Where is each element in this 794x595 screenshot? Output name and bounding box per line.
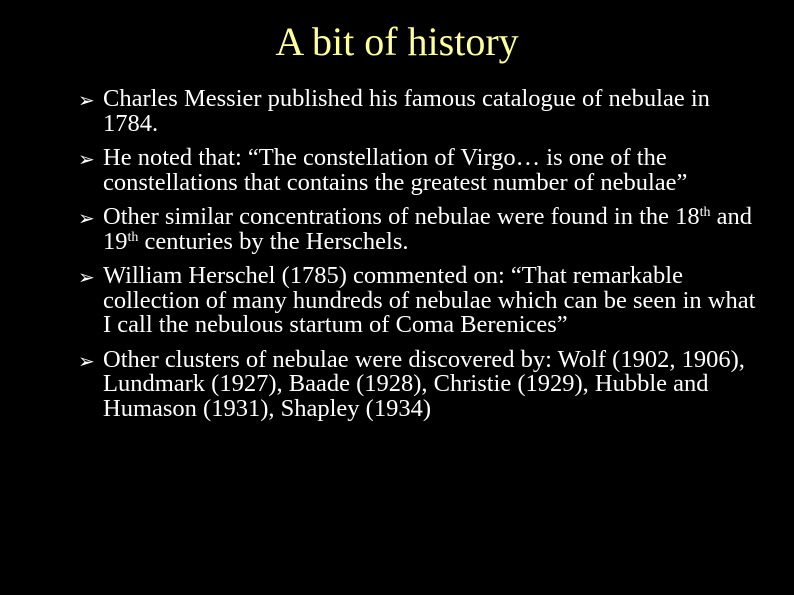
bullet-text-part: centuries by the Herschels. <box>138 227 409 255</box>
bullet-text: Other clusters of nebulae were discovered by: Wolf (1902, 1906), Lundmark (1927), Baade (1928), Christie (1929), Hubble and Humason (1931), Shapley (1934) <box>103 345 745 422</box>
ordinal-suffix: th <box>127 229 139 245</box>
bullet-text: William Herschel (1785) commented on: “That remarkable collection of many hundreds of nebulae which can be seen in what I call the nebulous startum of Coma Berenices” <box>103 262 756 338</box>
bullet-item-other-clusters <box>78 345 768 422</box>
arrow-bullet-icon: ➢ <box>78 88 95 112</box>
slide-title: A bit of history <box>275 19 519 64</box>
bullet-item-herschels <box>78 205 768 254</box>
arrow-bullet-icon: ➢ <box>78 265 95 289</box>
arrow-bullet-icon: ➢ <box>78 348 95 373</box>
bullet-text: Charles Messier published his famous catalogue of nebulae in 1784. <box>103 85 710 137</box>
bullet-list <box>78 87 768 431</box>
bullet-item-virgo-quote <box>78 146 768 195</box>
bullet-text-part: Other similar concentrations of nebulae were found in the 18 <box>103 203 700 230</box>
ordinal-suffix: th <box>699 205 711 220</box>
bullet-item-messier-catalogue <box>78 87 768 136</box>
arrow-bullet-icon: ➢ <box>78 206 95 230</box>
bullet-text: He noted that: “The constellation of Virgo… is one of the constellations that contains the greatest number of nebulae” <box>103 144 688 196</box>
arrow-bullet-icon: ➢ <box>78 147 95 171</box>
bullet-text-part: and 19 <box>103 203 753 255</box>
bullet-item-william-herschel-quote <box>78 264 768 338</box>
bullet-text <box>103 203 752 255</box>
